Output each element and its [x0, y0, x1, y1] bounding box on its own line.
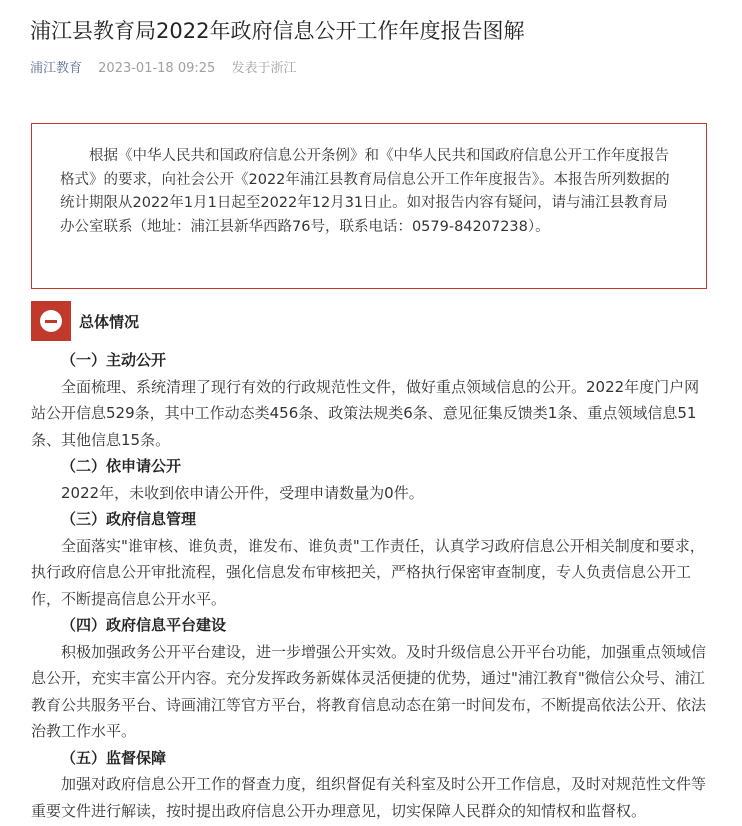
section-title: 总体情况	[79, 312, 140, 331]
subsection-text-on-request: 2022年，未收到依申请公开件，受理申请数量为0件。	[61, 483, 424, 502]
subsection-heading-supervision: （五）监督保障	[61, 748, 167, 767]
article-meta	[30, 58, 308, 80]
subsection-heading-info-management: （三）政府信息管理	[61, 510, 197, 528]
publish-location: 发表于浙江	[231, 61, 297, 76]
chinese-numeral-one-icon	[40, 310, 62, 332]
subsection-text-platform: 积极加强政务公开平台建设，进一步增强公开实效。及时升级信息公开平台功能，加强重点领域信息公开，充实丰富公开内容。充分发挥政务新媒体灵活便捷的优势，通过"浦江教育"微信公众号、浦江教育公共服务平台、诗画浦江等官方平台，将教育信息动态在第一时间发布，不断提高依法公开、依法治教工作水平。	[31, 642, 707, 740]
subsection-text-info-management: 全面落实"谁审核、谁负责，谁发布、谁负责"工作责任，认真学习政府信息公开相关制度和要求，执行政府信息公开审批流程，强化信息发布审核把关，严格执行保密审查制度，专人负责信息公开工作，不断提高信息公开水平。	[31, 536, 705, 608]
subsection-heading-proactive: （一）主动公开	[61, 351, 167, 369]
article-body	[31, 347, 711, 824]
publish-datetime: 2023-01-18 09:25	[98, 61, 216, 76]
section-header	[31, 301, 139, 341]
subsection-heading-platform: （四）政府信息平台建设	[61, 616, 227, 634]
subsection-heading-on-request: （二）依申请公开	[61, 457, 182, 475]
subsection-text-supervision: 加强对政府信息公开工作的督查力度，组织督促有关科室及时公开工作信息，及时对规范性文件等重要文件进行解读，按时提出政府信息公开办理意见，切实保障人民群众的知情权和监督权。	[31, 775, 707, 820]
intro-text: 根据《中华人民共和国政府信息公开条例》和《中华人民共和国政府信息公开工作年度报告格式》的要求，向社会公开《2022年浦江县教育局信息公开工作年度报告》。本报告所列数据的统计期限从2022年1月1日起至2022年12月31日止。如对报告内容有疑问，请与浦江县教育局办公室联系（地址：浦江县新华西路76号，联系电话：0579-84207238）。	[60, 148, 670, 235]
author-link[interactable]: 浦江教育	[30, 61, 83, 76]
section-badge	[31, 301, 71, 341]
article-title: 浦江县教育局2022年政府信息公开工作年度报告图解	[30, 19, 525, 43]
subsection-text-proactive: 全面梳理、系统清理了现行有效的行政规范性文件，做好重点领域信息的公开。2022年度门户网站公开信息529条，其中工作动态类456条、政策法规类6条、意见征集反馈类1条、重点领域信息51条、其他信息15条。	[31, 377, 700, 449]
intro-box	[31, 123, 707, 289]
